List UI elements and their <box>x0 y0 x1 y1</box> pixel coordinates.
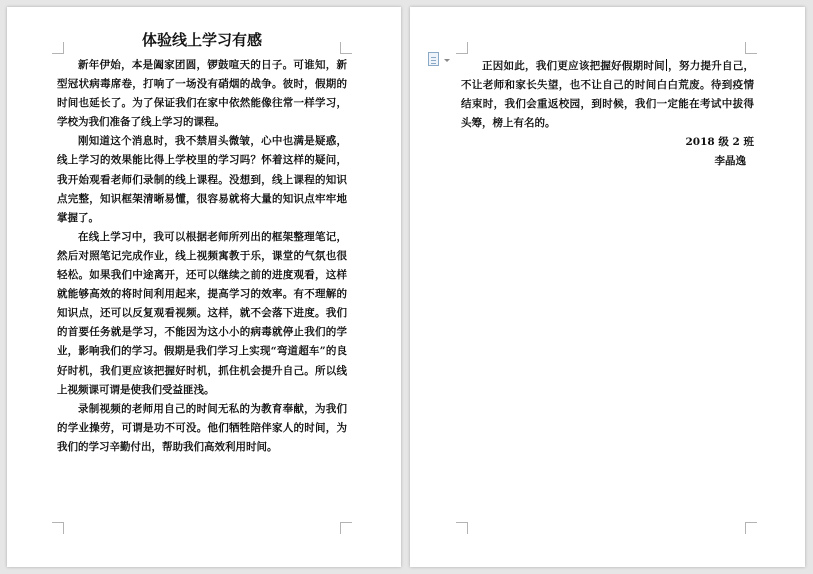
document-body[interactable] <box>57 56 347 457</box>
document-body[interactable] <box>461 57 754 172</box>
paragraph[interactable]: 刚知道这个消息时，我不禁眉头微皱，心中也满是疑惑，线上学习的效果能比得上学校里的学习吗？怀着这样的疑问，我开始观看老师们录制的线上课程。没想到，线上课程的知识点完整，知识框架清晰易懂，很容易就将大量的知识点牢牢地掌握了。 <box>57 135 347 224</box>
margin-corner-bottom-left <box>52 522 64 534</box>
paragraph-text: ，努力提升自己，不让老师和家长失望，也不让自己的时间白白荒废。待到疫情结束时，我们会重返校园，到时候，我们一定能在考试中拔得头筹，榜上有名的。 <box>461 60 755 130</box>
document-icon[interactable] <box>428 52 439 66</box>
signature-author[interactable]: 李晶逸 <box>714 155 746 168</box>
signature-class[interactable]: 2018 级 2 班 <box>685 136 754 149</box>
document-page-1 <box>7 7 401 567</box>
margin-corner-bottom-left <box>456 522 468 534</box>
margin-corner-top-right <box>745 42 757 54</box>
paragraph[interactable]: 在线上学习中，我可以根据老师所列出的框架整理笔记，然后对照笔记完成作业，线上视频寓教于乐，课堂的气氛也很轻松。如果我们中途离开，还可以继续之前的进度观看，这样就能够高效的将时间利用起来，提高学习的效率。有不理解的知识点，还可以反复观看视频。这样，就不会落下进度。我们的首要任务就是学习，不能因为这小小的病毒就停止我们的学业，影响我们的学习。假期是我们学习上实现“弯道超车”的良好时机，我们更应该把握好时机，抓住机会提升自己。所以线上视频课可谓是使我们受益匪浅。 <box>57 230 347 396</box>
margin-corner-bottom-right <box>340 522 352 534</box>
paragraph[interactable]: 新年伊始，本是阖家团圆，锣鼓喧天的日子。可谁知，新型冠状病毒席卷，打响了一场没有硝烟的战争。彼时，假期的时间也延长了。为了保证我们在家中依然能像往常一样学习，学校为我们准备了线上学习的课程。 <box>57 59 347 129</box>
document-title[interactable]: 体验线上学习有感 <box>141 31 262 49</box>
margin-corner-bottom-right <box>745 522 757 534</box>
paragraph[interactable] <box>461 57 754 133</box>
dropdown-arrow-icon[interactable] <box>444 59 450 62</box>
paragraph-text: 正因如此，我们更应该把握好假期时间 <box>482 60 665 72</box>
text-cursor <box>666 59 667 71</box>
document-page-2 <box>410 7 805 567</box>
paragraph[interactable]: 录制视频的老师用自己的时间无私的为教育奉献，为我们的学业操劳，可谓是功不可没。他们牺牲陪伴家人的时间，为我们的学习辛勤付出，帮助我们高效利用时间。 <box>57 402 347 453</box>
margin-corner-top-left <box>456 42 468 54</box>
